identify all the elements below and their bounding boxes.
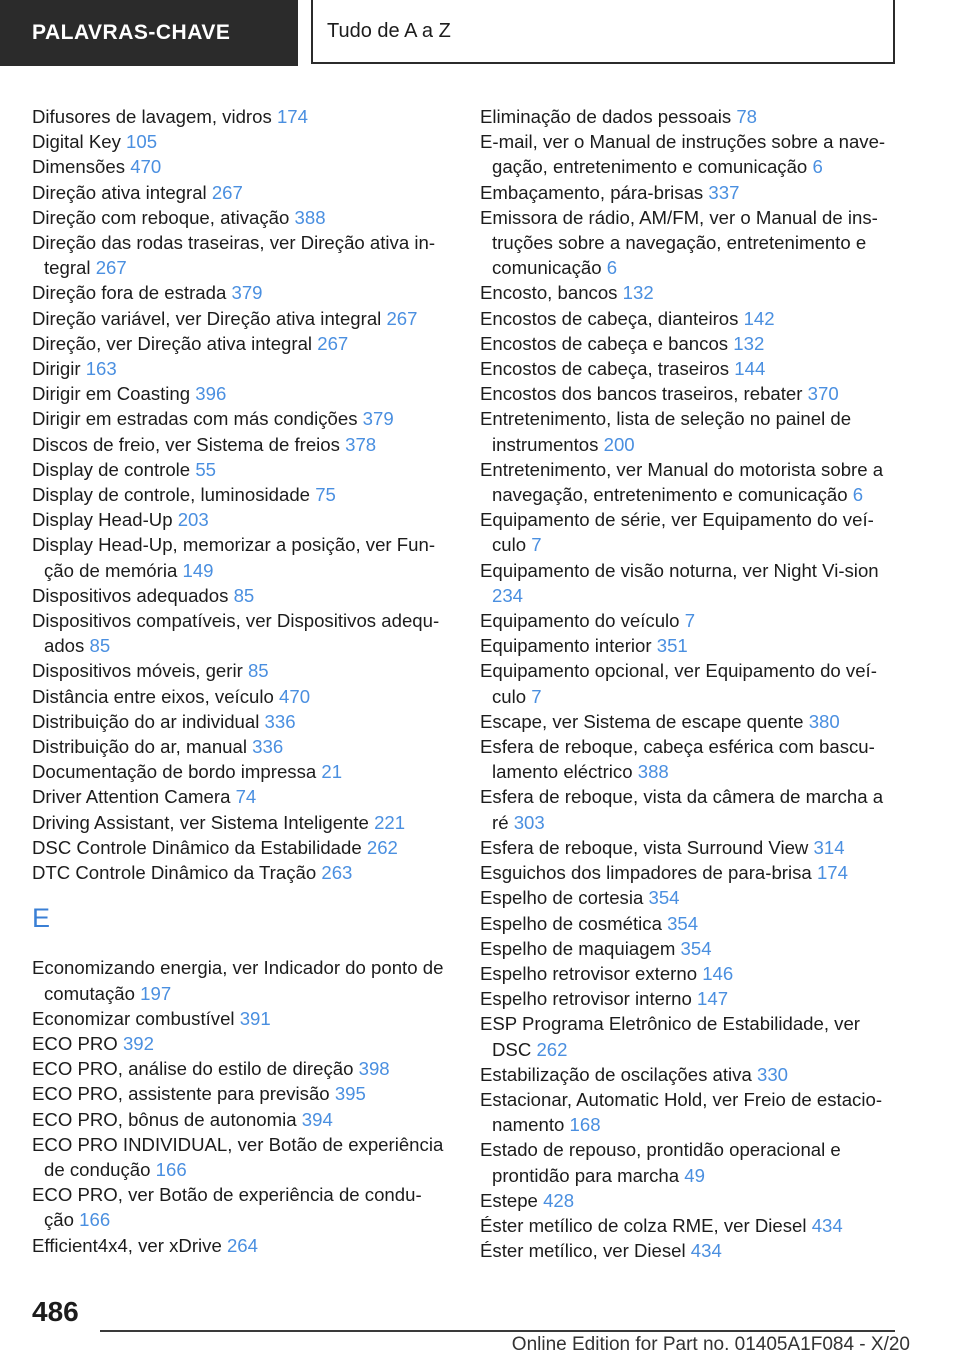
index-term: Espelho de cortesia bbox=[480, 887, 644, 909]
index-term: Display Head-Up, memorizar a posição, ver Fun-ção de memória bbox=[32, 534, 436, 581]
index-term: Espelho retrovisor interno bbox=[480, 988, 692, 1010]
index-column-left bbox=[32, 104, 450, 1258]
page-reference-link[interactable]: 78 bbox=[736, 106, 758, 127]
index-term: Encostos de cabeça, dianteiros bbox=[480, 307, 739, 329]
index-entry bbox=[480, 457, 900, 507]
section-label: PALAVRAS-CHAVE bbox=[32, 21, 231, 44]
page-reference-link[interactable]: 336 bbox=[252, 736, 284, 758]
index-entry bbox=[480, 129, 900, 179]
page-reference-link[interactable]: 395 bbox=[334, 1083, 366, 1105]
page-reference-link[interactable]: 174 bbox=[816, 862, 848, 884]
page-reference-link[interactable]: 428 bbox=[543, 1189, 575, 1211]
index-entry bbox=[32, 331, 450, 356]
page-reference-link[interactable]: 7 bbox=[531, 685, 542, 707]
index-term: Driving Assistant, ver Sistema Inteligente bbox=[32, 811, 369, 833]
index-term: Dispositivos adequados bbox=[32, 584, 229, 606]
chapter-title-box bbox=[311, 0, 895, 64]
index-term: Escape, ver Sistema de escape quente bbox=[480, 710, 804, 732]
index-term: Entretenimento, ver Manual do motorista sobre a navegação, entretenimento e comunicação bbox=[480, 458, 884, 506]
page-reference-link[interactable]: 200 bbox=[603, 433, 635, 455]
page-reference-link[interactable]: 394 bbox=[301, 1108, 333, 1130]
index-entry bbox=[480, 1087, 900, 1137]
index-term: Estabilização de oscilações ativa bbox=[480, 1063, 752, 1085]
index-entry bbox=[32, 658, 450, 683]
index-term: Direção ativa integral bbox=[32, 181, 207, 203]
page-reference-link[interactable]: 470 bbox=[279, 685, 311, 707]
index-term: Direção, ver Direção ativa integral bbox=[32, 332, 313, 354]
page-reference-link[interactable]: 388 bbox=[637, 761, 669, 783]
index-entry bbox=[480, 885, 900, 910]
page-reference-link[interactable]: 303 bbox=[513, 811, 545, 833]
index-term: Distância entre eixos, veículo bbox=[32, 685, 274, 707]
index-term: Equipamento opcional, ver Equipamento do veí-culo bbox=[480, 660, 877, 707]
page-reference-link[interactable]: 378 bbox=[345, 433, 377, 455]
index-term: Esfera de reboque, cabeça esférica com bascu-lamento eléctrico bbox=[480, 736, 875, 783]
index-entry bbox=[480, 1137, 900, 1187]
page-reference-link[interactable]: 85 bbox=[247, 660, 269, 682]
page-reference-link[interactable]: 470 bbox=[130, 156, 162, 178]
index-entry bbox=[32, 406, 450, 431]
index-term: Direção variável, ver Direção ativa integral bbox=[32, 307, 382, 329]
index-term: Dispositivos compatíveis, ver Dispositivos adequ-ados bbox=[32, 610, 440, 657]
page-reference-link[interactable]: 262 bbox=[366, 836, 398, 858]
index-entry bbox=[32, 432, 450, 457]
index-term: Entretenimento, lista de seleção no painel de instrumentos bbox=[480, 408, 852, 455]
index-term: DTC Controle Dinâmico da Tração bbox=[32, 862, 317, 884]
page-reference-link[interactable]: 197 bbox=[140, 982, 172, 1004]
page-reference-link[interactable]: 336 bbox=[264, 710, 296, 732]
page-reference-link[interactable]: 396 bbox=[195, 383, 227, 405]
index-entry bbox=[32, 1056, 450, 1081]
index-term: Esfera de reboque, vista Surround View bbox=[480, 836, 809, 858]
index-entry bbox=[32, 306, 450, 331]
page-reference-link[interactable]: 85 bbox=[89, 635, 111, 657]
index-term: Encostos dos bancos traseiros, rebater bbox=[480, 383, 803, 405]
index-entry bbox=[32, 759, 450, 784]
index-entry bbox=[480, 1011, 900, 1061]
index-entry bbox=[480, 205, 900, 281]
index-term: Direção das rodas traseiras, ver Direção ativa in-tegral bbox=[32, 232, 436, 279]
index-entry bbox=[32, 608, 450, 658]
index-entry bbox=[480, 406, 900, 456]
index-term: ECO PRO bbox=[32, 1032, 118, 1054]
index-entry bbox=[480, 633, 900, 658]
page-reference-link[interactable]: 388 bbox=[294, 206, 326, 228]
index-term: Estacionar, Automatic Hold, ver Freio de estacio-namento bbox=[480, 1088, 883, 1136]
footer-divider bbox=[100, 1330, 895, 1332]
page-reference-link[interactable]: 392 bbox=[122, 1032, 154, 1054]
index-entry bbox=[480, 911, 900, 936]
chapter-title: Tudo de A a Z bbox=[327, 19, 451, 42]
index-term: Eliminação de dados pessoais bbox=[480, 106, 732, 127]
page-reference-link[interactable]: 75 bbox=[315, 484, 336, 506]
page-reference-link[interactable]: 74 bbox=[235, 786, 257, 808]
index-entry bbox=[480, 280, 900, 305]
page-reference-link[interactable]: 379 bbox=[231, 282, 263, 304]
page-reference-link[interactable]: 168 bbox=[569, 1114, 601, 1136]
index-term: Estado de repouso, prontidão operacional e prontidão para marcha bbox=[480, 1139, 841, 1186]
index-term: Dirigir em estradas com más condições bbox=[32, 408, 358, 430]
index-entry bbox=[32, 280, 450, 305]
index-term: Dimensões bbox=[32, 156, 126, 178]
page-reference-link[interactable]: 7 bbox=[684, 610, 696, 632]
index-term: Digital Key bbox=[32, 131, 121, 153]
page-reference-link[interactable]: 354 bbox=[680, 937, 712, 959]
page-reference-link[interactable]: 85 bbox=[233, 584, 255, 606]
index-entry bbox=[480, 936, 900, 961]
index-term: Equipamento interior bbox=[480, 635, 652, 657]
page-reference-link[interactable]: 49 bbox=[684, 1164, 705, 1186]
index-entry bbox=[32, 482, 450, 507]
index-term: Discos de freio, ver Sistema de freios bbox=[32, 433, 340, 455]
index-entry bbox=[32, 583, 450, 608]
index-term: Distribuição do ar individual bbox=[32, 710, 260, 732]
page-reference-link[interactable]: 434 bbox=[811, 1214, 843, 1236]
index-term: ESP Programa Eletrônico de Estabilidade, ver DSC bbox=[480, 1013, 861, 1060]
index-term: Display de controle bbox=[32, 458, 191, 480]
index-term: Encosto, bancos bbox=[480, 282, 618, 304]
index-entry bbox=[480, 1062, 900, 1087]
page-reference-link[interactable]: 149 bbox=[182, 559, 214, 581]
page-reference-link[interactable]: 221 bbox=[374, 811, 406, 833]
page-reference-link[interactable]: 380 bbox=[808, 710, 840, 732]
index-term: Éster metílico, ver Diesel bbox=[480, 1240, 686, 1262]
index-entry bbox=[32, 860, 450, 885]
index-entry bbox=[32, 356, 450, 381]
page-reference-link[interactable]: 21 bbox=[321, 761, 343, 783]
index-entry bbox=[32, 129, 450, 154]
page-reference-link[interactable]: 354 bbox=[648, 887, 680, 909]
index-term: Emissora de rádio, AM/FM, ver o Manual de ins-truções sobre a navegação, entretenimento e comunicação bbox=[480, 206, 878, 279]
index-entry bbox=[32, 205, 450, 230]
index-term: Estepe bbox=[480, 1189, 538, 1211]
index-entry bbox=[480, 306, 900, 331]
index-entry bbox=[480, 784, 900, 834]
page-reference-link[interactable]: 147 bbox=[697, 988, 729, 1010]
index-entry bbox=[32, 1182, 450, 1232]
page-reference-link[interactable]: 337 bbox=[708, 181, 740, 203]
index-entry bbox=[32, 381, 450, 406]
index-entry bbox=[480, 381, 900, 406]
page-reference-link[interactable]: 379 bbox=[362, 408, 394, 430]
page-reference-link[interactable]: 105 bbox=[126, 131, 158, 153]
page-reference-link[interactable]: 163 bbox=[85, 358, 117, 380]
page-number: 486 bbox=[32, 1296, 79, 1327]
index-entry bbox=[32, 154, 450, 179]
page-reference-link[interactable]: 203 bbox=[177, 509, 209, 531]
index-entry bbox=[32, 955, 450, 1005]
index-entry bbox=[480, 1238, 900, 1263]
index-term: Dispositivos móveis, gerir bbox=[32, 660, 243, 682]
index-entry bbox=[480, 1188, 900, 1213]
index-term: Equipamento do veículo bbox=[480, 610, 680, 632]
index-letter-e: E bbox=[32, 903, 51, 934]
index-term: ECO PRO, ver Botão de experiência de condu-ção bbox=[32, 1184, 422, 1231]
index-term: Dirigir bbox=[32, 358, 81, 380]
index-entry bbox=[32, 180, 450, 205]
index-entry bbox=[480, 558, 900, 608]
page-reference-link[interactable]: 314 bbox=[813, 836, 845, 858]
index-term: Display Head-Up bbox=[32, 509, 173, 531]
page-reference-link[interactable]: 132 bbox=[622, 282, 654, 304]
page-reference-link[interactable]: 391 bbox=[239, 1007, 271, 1029]
page-reference-link[interactable]: 6 bbox=[852, 484, 864, 506]
index-entry bbox=[480, 356, 900, 381]
page-reference-link[interactable]: 166 bbox=[155, 1158, 187, 1180]
index-entry bbox=[32, 1233, 450, 1258]
index-term: ECO PRO, bônus de autonomia bbox=[32, 1108, 297, 1130]
page-reference-link[interactable]: 330 bbox=[757, 1063, 789, 1085]
page-reference-link[interactable]: 267 bbox=[211, 181, 243, 203]
page-reference-link[interactable]: 132 bbox=[733, 332, 765, 354]
page-reference-link[interactable]: 264 bbox=[226, 1234, 258, 1256]
index-entry bbox=[32, 457, 450, 482]
page-reference-link[interactable]: 434 bbox=[690, 1240, 722, 1262]
index-term: Economizar combustível bbox=[32, 1007, 235, 1029]
index-term: Documentação de bordo impressa bbox=[32, 761, 317, 783]
footer-edition: Online Edition for Part no. 01405A1F084 - X/20 bbox=[511, 1334, 910, 1355]
index-entry bbox=[32, 835, 450, 860]
index-entry bbox=[480, 1213, 900, 1238]
index-term: Driver Attention Camera bbox=[32, 786, 231, 808]
page-reference-link[interactable]: 174 bbox=[276, 106, 308, 127]
index-entry bbox=[480, 961, 900, 986]
index-term: Espelho de cosmética bbox=[480, 912, 662, 934]
index-entry bbox=[480, 180, 900, 205]
page-reference-link[interactable]: 267 bbox=[317, 332, 349, 354]
index-term: Éster metílico de colza RME, ver Diesel bbox=[480, 1214, 807, 1236]
index-entry bbox=[480, 835, 900, 860]
index-term: Direção com reboque, ativação bbox=[32, 206, 290, 228]
index-term: Espelho de maquiagem bbox=[480, 937, 676, 959]
index-term: Esguichos dos limpadores de para-brisa bbox=[480, 862, 812, 884]
index-entry bbox=[32, 1031, 450, 1056]
page-reference-link[interactable]: 55 bbox=[195, 458, 216, 480]
index-term: Encostos de cabeça e bancos bbox=[480, 332, 729, 354]
index-entry bbox=[480, 331, 900, 356]
index-group-d bbox=[32, 104, 450, 885]
page-reference-link[interactable]: 267 bbox=[95, 257, 127, 279]
index-entry bbox=[32, 532, 450, 582]
index-entry bbox=[32, 709, 450, 734]
index-entry bbox=[32, 1006, 450, 1031]
index-entry bbox=[32, 1132, 450, 1182]
index-entry bbox=[32, 784, 450, 809]
index-entry bbox=[480, 986, 900, 1011]
index-entry bbox=[32, 1107, 450, 1132]
index-term: Difusores de lavagem, vidros bbox=[32, 106, 272, 127]
index-column-right bbox=[480, 104, 900, 1263]
index-term: Economizando energia, ver Indicador do ponto de comutação bbox=[32, 957, 444, 1004]
index-group-e-continued bbox=[480, 104, 900, 1263]
index-term: Equipamento de série, ver Equipamento do veí-culo bbox=[480, 509, 874, 556]
index-entry bbox=[32, 684, 450, 709]
page-reference-link[interactable]: 6 bbox=[606, 257, 618, 279]
index-term: Embaçamento, pára-brisas bbox=[480, 181, 704, 203]
index-term: Equipamento de visão noturna, ver Night Vi-sion bbox=[480, 559, 879, 581]
page-reference-link[interactable]: 146 bbox=[702, 962, 734, 984]
page-reference-link[interactable]: 234 bbox=[492, 584, 524, 606]
page-reference-link[interactable]: 354 bbox=[667, 912, 699, 934]
index-term: Esfera de reboque, vista da câmera de marcha a ré bbox=[480, 786, 884, 833]
index-entry bbox=[32, 230, 450, 280]
index-term: DSC Controle Dinâmico da Estabilidade bbox=[32, 836, 362, 858]
index-term: Display de controle, luminosidade bbox=[32, 484, 311, 506]
index-entry bbox=[480, 658, 900, 708]
index-term: Espelho retrovisor externo bbox=[480, 962, 698, 984]
index-term: Efficient4x4, ver xDrive bbox=[32, 1234, 222, 1256]
index-term: Direção fora de estrada bbox=[32, 282, 227, 304]
index-term: Encostos de cabeça, traseiros bbox=[480, 358, 730, 380]
index-entry bbox=[480, 507, 900, 557]
index-entry bbox=[480, 860, 900, 885]
index-term: ECO PRO, assistente para previsão bbox=[32, 1083, 330, 1105]
index-term: E-mail, ver o Manual de instruções sobre a nave-gação, entretenimento e comunicação bbox=[480, 131, 886, 178]
section-tab bbox=[0, 0, 298, 66]
index-entry bbox=[32, 810, 450, 835]
page-reference-link[interactable]: 262 bbox=[536, 1038, 568, 1060]
page-reference-link[interactable]: 351 bbox=[656, 635, 688, 657]
index-entry bbox=[32, 734, 450, 759]
index-entry bbox=[480, 104, 900, 129]
index-term: Dirigir em Coasting bbox=[32, 383, 191, 405]
index-term: Distribuição do ar, manual bbox=[32, 736, 247, 758]
page-reference-link[interactable]: 263 bbox=[321, 862, 353, 884]
page-reference-link[interactable]: 370 bbox=[807, 383, 839, 405]
page-reference-link[interactable]: 144 bbox=[734, 358, 766, 380]
index-entry bbox=[32, 104, 450, 129]
index-entry bbox=[480, 734, 900, 784]
index-term: ECO PRO INDIVIDUAL, ver Botão de experiência de condução bbox=[32, 1133, 444, 1180]
page-reference-link[interactable]: 267 bbox=[386, 307, 418, 329]
page-reference-link[interactable]: 398 bbox=[358, 1058, 390, 1080]
index-entry bbox=[32, 1081, 450, 1106]
index-entry bbox=[32, 507, 450, 532]
index-entry bbox=[480, 608, 900, 633]
page-header bbox=[0, 0, 960, 66]
page-reference-link[interactable]: 7 bbox=[531, 534, 542, 556]
index-entry bbox=[480, 709, 900, 734]
page-reference-link[interactable]: 166 bbox=[79, 1209, 111, 1231]
page-reference-link[interactable]: 6 bbox=[812, 156, 823, 178]
index-term: ECO PRO, análise do estilo de direção bbox=[32, 1058, 354, 1080]
index-group-e bbox=[32, 955, 450, 1257]
page-reference-link[interactable]: 142 bbox=[743, 307, 775, 329]
